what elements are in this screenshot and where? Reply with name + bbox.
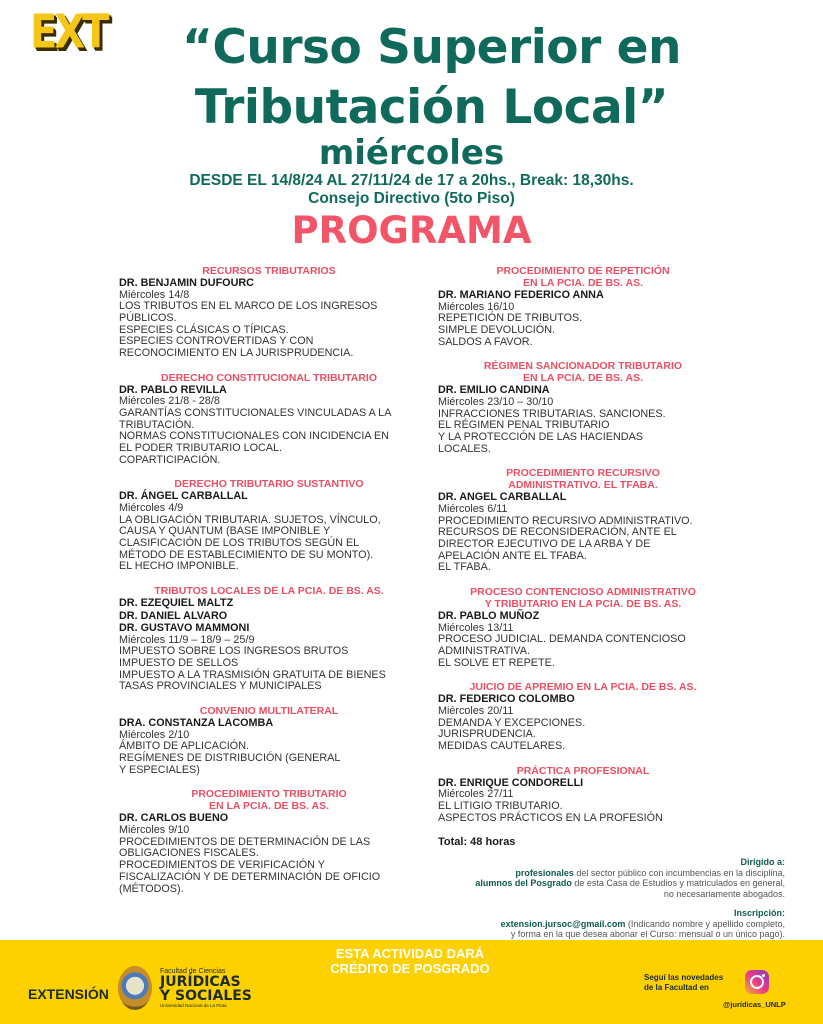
module-title: RÉGIMEN SANCIONADOR TRIBUTARIO bbox=[483, 360, 683, 373]
follow-text bbox=[644, 973, 723, 993]
module-title: ADMINISTRATIVO. EL TFABA. bbox=[508, 479, 658, 492]
teacher-name: DRA. CONSTANZA LACOMBA bbox=[119, 717, 274, 730]
module-date: Miércoles 6/11 bbox=[438, 502, 508, 515]
module-date: Miércoles 2/10 bbox=[119, 728, 190, 741]
module-topic: RECONOCIMIENTO EN LA JURISPRUDENCIA. bbox=[119, 347, 354, 360]
module-topic: FISCALIZACIÓN Y DE DETERMINACIÓN DE OFICIO bbox=[119, 870, 381, 883]
instagram-handle[interactable]: @jurídicas_UNLP bbox=[723, 1000, 786, 1009]
module-topic: MEDIDAS CAUTELARES. bbox=[438, 739, 566, 752]
program-module bbox=[119, 478, 419, 573]
credit-line: CRÉDITO DE POSGRADO bbox=[330, 961, 490, 976]
module-date: Miércoles 9/10 bbox=[119, 823, 190, 836]
audience-text: del sector público con incumbencias en la disciplina, bbox=[573, 867, 785, 878]
teacher-name: DR. PABLO REVILLA bbox=[119, 383, 227, 396]
module-topic: RECURSOS DE RECONSIDERACIÓN, ANTE EL bbox=[438, 526, 677, 539]
course-title-line-2: Tributación Local” bbox=[194, 80, 669, 135]
teacher-name: DR. ANGEL CARBALLAL bbox=[438, 491, 567, 504]
module-topic: EL TFABA. bbox=[438, 561, 491, 574]
audience-line: no necesariamente abogados. bbox=[663, 888, 785, 899]
module-title: PRÁCTICA PROFESIONAL bbox=[516, 764, 650, 777]
faculty-logo bbox=[160, 968, 252, 1008]
module-topic: EL RÉGIMEN PENAL TRIBUTARIO bbox=[438, 419, 610, 432]
module-date: Miércoles 14/8 bbox=[119, 288, 190, 301]
module-topic: ESPECIES CONTROVERTIDAS Y CON bbox=[119, 335, 314, 348]
right-modules bbox=[438, 265, 728, 824]
module-topic: OBLIGACIONES FISCALES. bbox=[119, 847, 259, 860]
program-module bbox=[438, 765, 728, 825]
schedule-info bbox=[0, 172, 823, 208]
module-topic: PÚBLICOS. bbox=[119, 311, 177, 324]
signup-heading: Inscripción: bbox=[733, 908, 785, 918]
date-range: DESDE EL 14/8/24 AL 27/11/24 de 17 a 20hs., Break: 18,30hs. bbox=[189, 172, 634, 189]
teacher-name: DR. ÁNGEL CARBALLAL bbox=[119, 490, 248, 503]
module-topic: REPETICIÓN DE TRIBUTOS. bbox=[438, 312, 583, 325]
postgrad-credit bbox=[310, 946, 510, 976]
teacher-name: DR. MARIANO FEDERICO ANNA bbox=[438, 289, 604, 301]
teacher-name: DR. BENJAMIN DUFOURC bbox=[119, 277, 254, 289]
module-topic: NORMAS CONSTITUCIONALES CON INCIDENCIA EN bbox=[119, 430, 389, 443]
module-topic: Y LA PROTECCIÓN DE LAS HACIENDAS bbox=[438, 430, 643, 443]
module-topic: INFRACCIONES TRIBUTARIAS. SANCIONES. bbox=[438, 407, 666, 420]
audience-line bbox=[475, 878, 785, 889]
module-topic: PROCEDIMIENTOS DE DETERMINACIÓN DE LAS bbox=[119, 835, 371, 848]
module-title: TRIBUTOS LOCALES DE LA PCIA. DE BS. AS. bbox=[154, 585, 384, 598]
module-topic: LOS TRIBUTOS EN EL MARCO DE LOS INGRESOS bbox=[119, 300, 378, 313]
module-title: PROCEDIMIENTO TRIBUTARIO bbox=[191, 788, 347, 801]
audience-line bbox=[475, 868, 785, 879]
module-topic: IMPUESTO SOBRE LOS INGRESOS BRUTOS bbox=[119, 645, 349, 658]
module-topic: MÉTODO DE ESTABLECIMIENTO DE SU MONTO). bbox=[119, 548, 374, 561]
teacher-name: DR. FEDERICO COLOMBO bbox=[438, 693, 575, 706]
module-date: Miércoles 21/8 - 28/8 bbox=[119, 395, 220, 408]
program-module bbox=[119, 705, 419, 776]
footer-banner bbox=[0, 940, 823, 1024]
module-topic: EL HECHO IMPONIBLE. bbox=[119, 560, 239, 573]
follow-line: Seguí las novedades bbox=[644, 973, 724, 982]
audience-text: de esta Casa de Estudios y matriculados en general, bbox=[571, 878, 785, 888]
audience-bold: profesionales bbox=[515, 867, 574, 878]
extension-label: EXTENSIÓN bbox=[28, 986, 109, 1002]
module-topic: PROCEDIMIENTO RECURSIVO ADMINISTRATIVO. bbox=[438, 514, 693, 527]
programa-heading: PROGRAMA bbox=[291, 209, 532, 252]
credit-line: ESTA ACTIVIDAD DARÁ bbox=[335, 946, 485, 961]
program-module bbox=[438, 360, 728, 455]
faculty-small: Facultad de Ciencias bbox=[160, 968, 226, 975]
module-title: JUICIO DE APREMIO EN LA PCIA. DE BS. AS. bbox=[469, 681, 697, 694]
module-topic: REGÍMENES DE DISTRIBUCIÓN (GENERAL bbox=[119, 752, 341, 765]
faculty-name: JURÍDICAS bbox=[160, 974, 241, 990]
program-module bbox=[119, 265, 419, 360]
module-topic: TASAS PROVINCIALES Y MUNICIPALES bbox=[119, 680, 322, 693]
module-topic: LA OBLIGACIÓN TRIBUTARIA. SUJETOS, VÍNCULO, bbox=[119, 513, 381, 526]
module-title: DERECHO TRIBUTARIO SUSTANTIVO bbox=[174, 478, 364, 491]
module-topic: APELACIÓN ANTE EL TFABA. bbox=[438, 549, 587, 562]
module-topic: LOCALES. bbox=[438, 442, 491, 455]
teacher-name: DR. CARLOS BUENO bbox=[119, 812, 229, 825]
program-module bbox=[119, 585, 419, 693]
program-module bbox=[438, 265, 728, 348]
module-topic: ASPECTOS PRÁCTICOS EN LA PROFESIÓN bbox=[438, 811, 663, 824]
module-date: Miércoles 27/11 bbox=[438, 788, 514, 801]
audience-bold: alumnos del Posgrado bbox=[475, 878, 572, 888]
module-topic: IMPUESTO DE SELLOS bbox=[119, 657, 239, 670]
program-module bbox=[119, 788, 419, 895]
faculty-name: Y SOCIALES bbox=[160, 988, 252, 1004]
module-topic: ADMINISTRATIVA. bbox=[438, 644, 530, 657]
teacher-name: DR. EZEQUIEL MALTZ bbox=[119, 597, 234, 610]
module-topic: SALDOS A FAVOR. bbox=[438, 335, 533, 348]
module-topic: IMPUESTO A LA TRASMISIÓN GRATUITA DE BIENES bbox=[119, 668, 386, 681]
program-module bbox=[438, 467, 728, 574]
module-date: Miércoles 4/9 bbox=[119, 501, 184, 514]
signup-line bbox=[475, 919, 785, 930]
teacher-name: DR. PABLO MUÑOZ bbox=[438, 610, 540, 623]
module-topic: CAUSA Y QUANTUM (BASE IMPONIBLE Y bbox=[119, 525, 331, 538]
module-date: Miércoles 23/10 – 30/10 bbox=[438, 395, 554, 408]
teacher-name: DR. EMILIO CANDINA bbox=[438, 384, 550, 397]
module-topic: COPARTICIPACIÓN. bbox=[119, 453, 221, 466]
module-topic: GARANTÍAS CONSTITUCIONALES VINCULADAS A LA bbox=[119, 406, 392, 419]
module-topic: ÁMBITO DE APLICACIÓN. bbox=[119, 740, 249, 753]
venue: Consejo Directivo (5to Piso) bbox=[308, 190, 515, 207]
instagram-icon[interactable] bbox=[745, 970, 769, 994]
module-date: Miércoles 13/11 bbox=[438, 621, 514, 634]
info-block bbox=[475, 857, 785, 940]
course-title-line-1: “Curso Superior en bbox=[182, 20, 681, 75]
module-topic: PROCESO JUDICIAL. DEMANDA CONTENCIOSO bbox=[438, 633, 686, 646]
module-title: EN LA PCIA. DE BS. AS. bbox=[209, 800, 329, 813]
program-module bbox=[119, 372, 419, 467]
program-column-left bbox=[119, 265, 419, 907]
ext-logo: EXT bbox=[30, 6, 107, 59]
university-seal-icon bbox=[118, 966, 152, 1010]
module-title: DERECHO CONSTITUCIONAL TRIBUTARIO bbox=[160, 371, 378, 384]
module-title: EN LA PCIA. DE BS. AS. bbox=[523, 277, 643, 289]
module-topic: SIMPLE DEVOLUCIÓN. bbox=[438, 323, 555, 336]
module-title: PROCEDIMIENTO DE REPETICIÓN bbox=[496, 265, 670, 277]
module-topic: EL LITIGIO TRIBUTARIO. bbox=[438, 799, 563, 812]
module-topic: TRIBUTACIÓN. bbox=[119, 418, 195, 431]
teacher-name: DR. GUSTAVO MAMMONI bbox=[119, 622, 250, 635]
signup-line: y forma en la que desea abonar el Curso: mensual o un único pago). bbox=[510, 929, 785, 939]
teacher-name: DR. ENRIQUE CONDORELLI bbox=[438, 776, 584, 789]
module-topic: Y ESPECIALES) bbox=[119, 763, 200, 776]
follow-line: de la Facultad en bbox=[644, 983, 709, 992]
module-title: PROCEDIMIENTO RECURSIVO bbox=[506, 467, 660, 480]
audience-heading: Dirigido a: bbox=[740, 857, 785, 867]
module-topic: ESPECIES CLÁSICAS O TÍPICAS. bbox=[119, 323, 289, 336]
module-title: CONVENIO MULTILATERAL bbox=[199, 705, 339, 718]
course-title bbox=[0, 18, 823, 138]
module-title: Y TRIBUTARIO EN LA PCIA. DE BS. AS. bbox=[484, 598, 682, 611]
module-title: RECURSOS TRIBUTARIOS bbox=[202, 265, 336, 277]
module-title: EN LA PCIA. DE BS. AS. bbox=[523, 372, 643, 385]
teacher-name: DR. DANIEL ALVARO bbox=[119, 609, 228, 622]
signup-text: (Indicando nombre y apellido completo, bbox=[625, 918, 785, 929]
module-topic: EL SOLVE ET REPETE. bbox=[438, 656, 555, 669]
module-topic: DEMANDA Y EXCEPCIONES. bbox=[438, 716, 586, 729]
module-date: Miércoles 16/10 bbox=[438, 300, 515, 313]
module-topic: (MÉTODOS). bbox=[119, 882, 184, 895]
module-topic: DIRECTOR EJECUTIVO DE LA ARBA Y DE bbox=[438, 537, 651, 550]
module-date: Miércoles 11/9 – 18/9 – 25/9 bbox=[119, 633, 255, 646]
program-column-right bbox=[438, 265, 728, 848]
module-date: Miércoles 20/11 bbox=[438, 704, 514, 717]
module-title: PROCESO CONTENCIOSO ADMINISTRATIVO bbox=[470, 586, 696, 599]
module-topic: EL PODER TRIBUTARIO LOCAL. bbox=[119, 442, 282, 455]
total-hours: Total: 48 horas bbox=[438, 836, 516, 849]
signup-email-link[interactable]: extension.jursoc@gmail.com bbox=[500, 918, 626, 929]
university-name: Universidad Nacional de La Plata bbox=[160, 1003, 227, 1008]
weekday: miércoles bbox=[318, 133, 505, 173]
program-module bbox=[438, 586, 728, 669]
module-topic: CLASIFICACIÓN DE LOS TRIBUTOS SEGÚN EL bbox=[119, 537, 360, 550]
module-topic: PROCEDIMIENTOS DE VERIFICACIÓN Y bbox=[119, 859, 325, 872]
module-topic: JURISPRUDENCIA. bbox=[438, 728, 536, 741]
program-module bbox=[438, 681, 728, 752]
